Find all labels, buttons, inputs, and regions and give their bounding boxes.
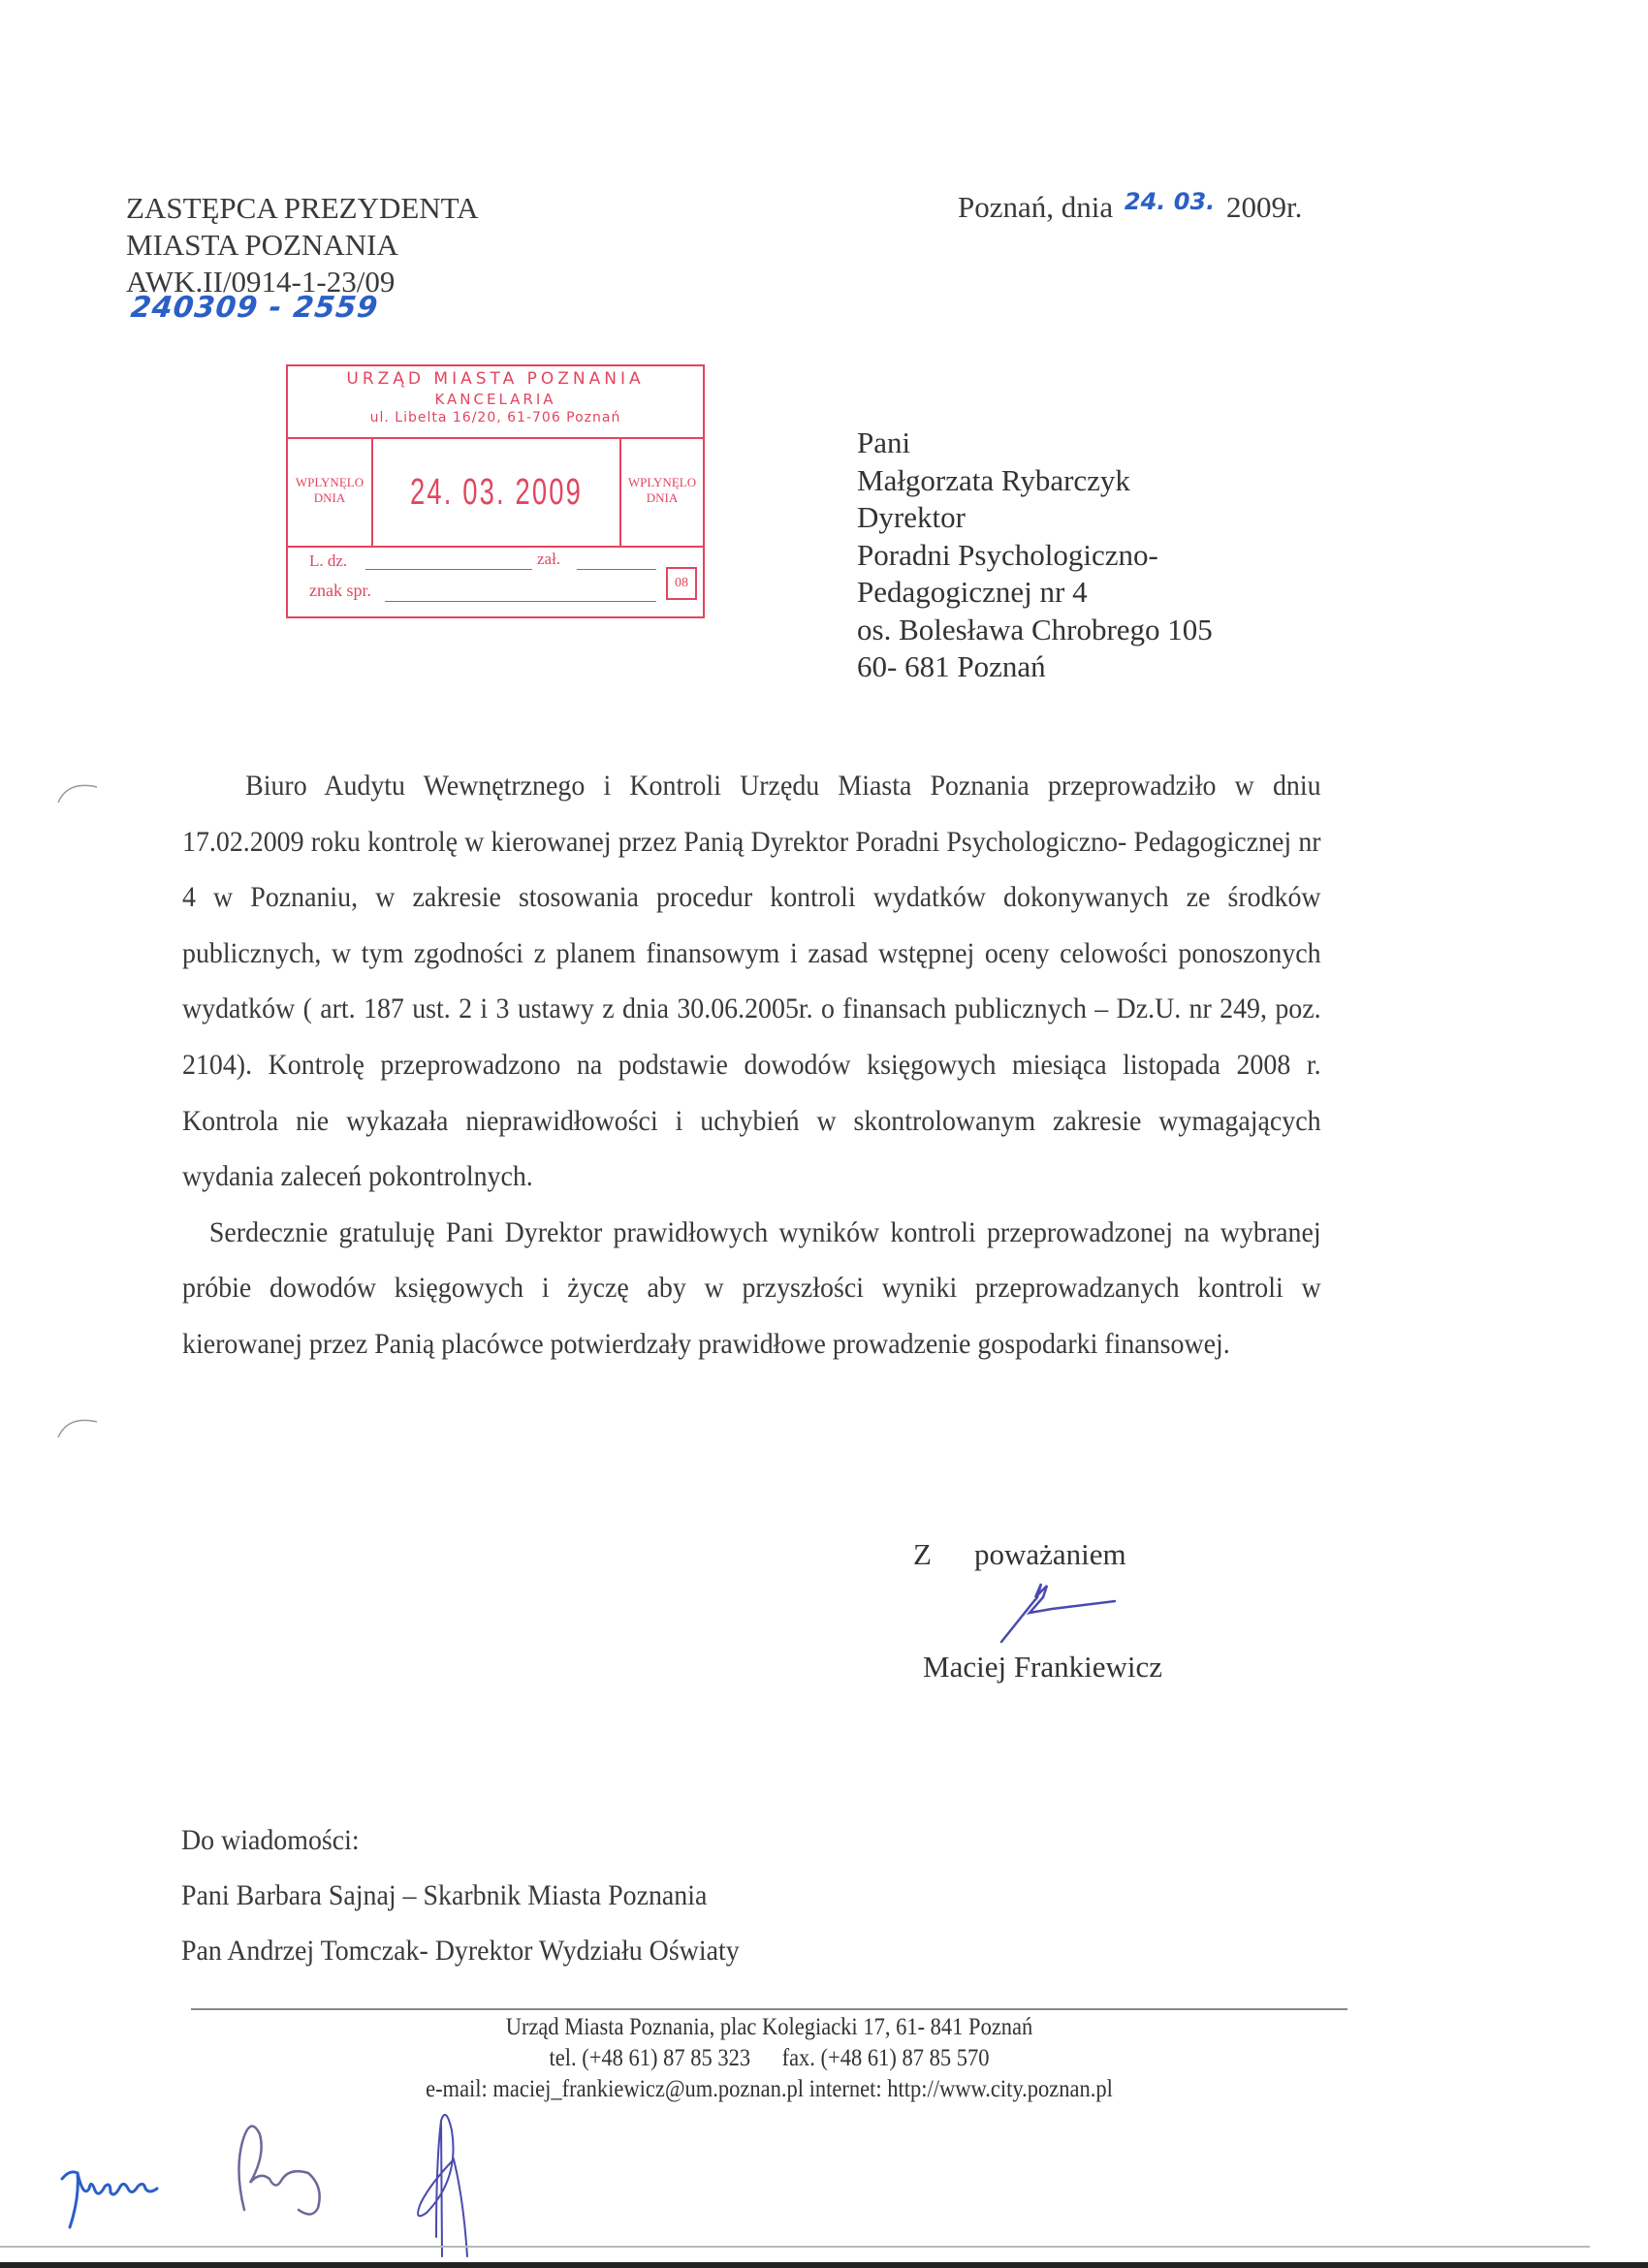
footer-address: Urząd Miasta Poznania, plac Kolegiacki 17, 61- 841 Poznań: [505, 2014, 1033, 2040]
recipient-city: 60- 681 Poznań: [857, 649, 1046, 683]
letter-body: [182, 758, 1321, 1372]
handwritten-signature-2: [231, 2113, 366, 2220]
sender-title: ZASTĘPCA PREZYDENTA: [126, 191, 479, 225]
footer-tel: tel. (+48 61) 87 85 323: [549, 2045, 751, 2071]
recipient-street: os. Bolesława Chrobrego 105: [857, 612, 1213, 646]
stamp-ldz-label: L. dz.: [309, 551, 348, 570]
stamp-received-date: 24. 03. 2009: [409, 472, 584, 513]
recipient-title: Dyrektor: [857, 500, 966, 534]
recipient-salutation: Pani: [857, 425, 911, 459]
body-paragraph: Serdecznie gratuluję Pani Dyrektor prawidłowych wyników kontroli przeprowadzonej na wybranej próbie dowodów księgowych i życzę aby w przyszłości wyniki przeprowadzanych kontroli w kierowanej przez Panią placówce potwierdzały prawidłowe prowadzenie gospodarki finansowej.: [182, 1215, 1321, 1360]
closing-z: Z: [913, 1537, 932, 1571]
handwritten-reference: 240309 - 2559: [129, 291, 380, 325]
letterhead-footer: [191, 2012, 1347, 2105]
recipient-org-line2: Pedagogicznej nr 4: [857, 575, 1088, 609]
stamp-received-label-left: [288, 439, 373, 546]
reference-number: AWK.II/0914-1-23/09: [126, 265, 396, 299]
stamp-znak-field: [385, 601, 656, 602]
stamp-org: URZĄD MIASTA POZNANIA: [346, 369, 645, 389]
stamp-label-text: DNIA: [313, 490, 346, 505]
signature-frankiewicz: [998, 1578, 1125, 1646]
stamp-box-number: 08: [666, 567, 697, 600]
stamp-registry-row: [288, 548, 703, 616]
cc-block: [181, 1812, 740, 1978]
stamp-date-row: [288, 439, 703, 548]
sender-block: [126, 190, 479, 300]
date-line: [958, 190, 1302, 225]
date-suffix: 2009r.: [1226, 190, 1303, 224]
cc-recipient: Pani Barbara Sajnaj – Skarbnik Miasta Poznania: [181, 1879, 708, 1911]
stamp-znak-label: znak spr.: [309, 581, 371, 600]
handwritten-signature-3: [407, 2101, 485, 2256]
hole-punch-mark: [53, 775, 111, 804]
body-paragraph: Biuro Audytu Wewnętrznego i Kontroli Urzędu Miasta Poznania przeprowadziło w dniu 17.02.2009 roku kontrolę w kierowanej przez Panią Dyrektor Poradni Psychologiczno- Pedagogicznej nr 4 w Poznaniu, w zakresie stosowania procedur kontroli wydatków dokonywanych ze środków publicznych, w tym zgodności z planem finansowym i zasad wstępnej oceny celowości ponoszonych wydatków ( art. 187 ust. 2 i 3 ustawy z dnia 30.06.2005r. o finansach publicznych – Dz.U. nr 249, poz. 2104). Kontrolę przeprowadzono na podstawie dowodów księgowych miesiąca listopada 2008 r. Kontrola nie wykazała nieprawidłowości i uchybień w skontrolowanym zakresie wymagających wydania zaleceń pokontrolnych.: [182, 770, 1321, 1193]
stamp-label-text: WPLYNĘLO: [627, 475, 697, 489]
footer-fax: fax. (+48 61) 87 85 570: [781, 2045, 990, 2071]
scan-edge-band: [0, 2262, 1648, 2268]
stamp-header: [288, 366, 703, 439]
closing-salutation: [913, 1537, 1126, 1572]
handwritten-initials-1: [56, 2159, 182, 2237]
date-prefix: Poznań, dnia: [958, 190, 1114, 224]
signer-name: Maciej Frankiewicz: [923, 1650, 1163, 1684]
stamp-zal-label: zał.: [537, 550, 561, 568]
stamp-address: ul. Libelta 16/20, 61-706 Poznań: [369, 410, 621, 425]
stamp-zal-field: [577, 569, 656, 570]
hole-punch-mark: [53, 1410, 111, 1439]
stamp-label-text: DNIA: [646, 490, 679, 505]
cc-recipient: Pan Andrzej Tomczak- Dyrektor Wydziału Oświaty: [181, 1935, 740, 1967]
date-handwritten: 24. 03.: [1124, 188, 1216, 215]
recipient-name: Małgorzata Rybarczyk: [857, 462, 1130, 497]
stamp-dept: KANCELARIA: [434, 391, 556, 408]
recipient-org-line1: Poradni Psychologiczno-: [857, 537, 1158, 572]
cc-heading: Do wiadomości:: [181, 1824, 360, 1856]
stamp-ldz-field: [365, 569, 532, 570]
recipient-address: [857, 425, 1213, 686]
scan-edge-line: [0, 2246, 1590, 2248]
footer-divider: [191, 2008, 1347, 2010]
received-stamp: [286, 364, 705, 618]
stamp-received-label-right: [619, 439, 703, 546]
closing-rest: poważaniem: [973, 1537, 1126, 1571]
stamp-label-text: WPLYNĘLO: [295, 475, 364, 489]
sender-city: MIASTA POZNANIA: [126, 228, 398, 262]
footer-phone-line: [249, 2043, 1290, 2074]
footer-contact: e-mail: maciej_frankiewicz@um.poznan.pl internet: http://www.city.poznan.pl: [426, 2076, 1113, 2102]
